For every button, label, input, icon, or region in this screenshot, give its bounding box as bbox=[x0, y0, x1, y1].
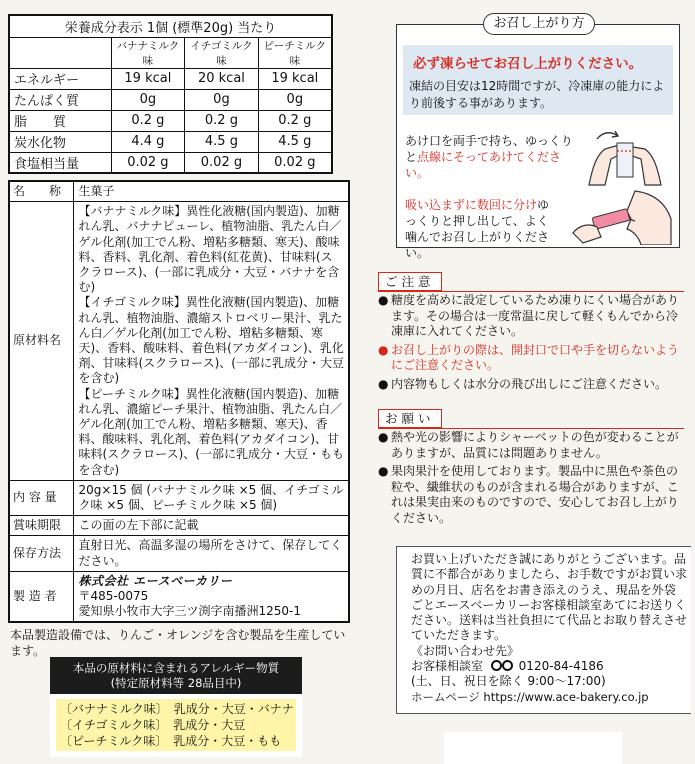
allergy-row bbox=[60, 701, 292, 717]
nutrition-value: 0.2 g bbox=[185, 110, 258, 131]
nutrition-col-peach: ピーチミルク味 bbox=[258, 37, 332, 68]
contact-line bbox=[411, 659, 687, 674]
step-open-red: 点線にそってあけてください。 bbox=[405, 150, 562, 180]
freeze-note: 凍結の目安は12時間ですが、冷凍庫の能力により前後する事があります。 bbox=[409, 79, 665, 110]
nutrition-value: 19 kcal bbox=[111, 68, 185, 89]
info-value: 生菓子 bbox=[73, 181, 349, 202]
contact-heading: 《お問い合わせ先》 bbox=[411, 643, 520, 658]
info-row-maker bbox=[9, 571, 349, 622]
facility-note: 本品製造設備では、りんご・オレンジを含む製品を生産しています。 bbox=[10, 628, 346, 659]
request-list bbox=[378, 430, 688, 526]
allergy-row bbox=[60, 717, 292, 733]
print-area bbox=[444, 732, 622, 764]
nutrition-col-banana: バナナミルク味 bbox=[111, 37, 185, 68]
step-open bbox=[405, 133, 575, 181]
info-value: この面の左下部に記載 bbox=[73, 516, 349, 536]
caution-item-text: 糖度を高めに設定しているため凍りにくい場合があります。その場合は一度常温に戻して軽くもんでから冷凍庫に入れてください。 bbox=[391, 293, 680, 338]
freeze-warning: 必ず凍らせてお召し上がりください。 bbox=[413, 56, 643, 72]
info-row-ingredients bbox=[9, 202, 349, 481]
info-value bbox=[73, 202, 349, 481]
nutrition-value: 19 kcal bbox=[258, 68, 332, 89]
contact-box bbox=[396, 546, 691, 714]
caution-item bbox=[378, 343, 688, 374]
request-item bbox=[378, 430, 688, 461]
info-row-expiry bbox=[9, 516, 349, 536]
allergy-header bbox=[50, 657, 302, 694]
maker-company: 株式会社 エースベーカリー bbox=[78, 573, 233, 588]
nutrition-value: 0g bbox=[111, 89, 185, 110]
nutrition-value: 4.5 g bbox=[258, 131, 332, 152]
info-key: 保存方法 bbox=[9, 536, 73, 571]
allergy-box bbox=[50, 657, 302, 757]
nutrition-value: 0g bbox=[185, 89, 258, 110]
info-value: 直射日光、高温多湿の場所をさけて、保存してください。 bbox=[73, 536, 349, 571]
product-info-table bbox=[8, 180, 350, 623]
nutrition-value: 0.02 g bbox=[185, 152, 258, 173]
nutrition-value: 0.2 g bbox=[111, 110, 185, 131]
nutrition-label: 炭水化物 bbox=[9, 131, 111, 152]
nutrition-label: 脂 質 bbox=[9, 110, 111, 131]
eating-face-icon bbox=[567, 189, 675, 245]
how-to-eat-title: お召し上がり方 bbox=[483, 13, 595, 35]
info-key: 内 容 量 bbox=[9, 480, 73, 515]
request-heading bbox=[378, 409, 684, 429]
maker-address: 愛知県小牧市大字三ツ渕字南播洲1250-1 bbox=[78, 604, 302, 619]
info-key: 名 称 bbox=[9, 181, 73, 202]
request-title: お願い bbox=[378, 409, 442, 428]
allergy-items: 乳成分・大豆 bbox=[173, 718, 246, 732]
nutrition-value: 0.02 g bbox=[258, 152, 332, 173]
thanks-message: お買い上げいただき誠にありがとうございます。品質に不都合がありましたら、お手数ですがお買い求めの月日、店名をお書き添えのうえ、現品を外袋ごとエースベーカリーお客様相談室あてにお送りください。送料は当社負担にて代品とお取り替えさせていただきます。 bbox=[411, 552, 688, 643]
product-info bbox=[8, 180, 350, 659]
allergy-flavor: 〔イチゴミルク味〕 bbox=[60, 718, 168, 732]
ingredients-strawberry: 【イチゴミルク味】異性化液糖(国内製造)、加糖れん乳、植物油脂、濃縮ストロベリー果汁、乳たん白／ゲル化剤(加工でん粉、増粘多糖類、寒天)、香料、酸味料、着色料(アカダイコン)、乳化剤、甘味料(スクラロース)、(一部に乳成分・大豆を含む) bbox=[78, 295, 344, 386]
step-open-text: あけ口を両手で持ち、ゆっくりと bbox=[405, 134, 573, 164]
nutrition-value: 0.02 g bbox=[111, 152, 185, 173]
allergy-header-line2: (特定原材料等 28品目中) bbox=[110, 676, 242, 690]
nutrition-row-protein bbox=[9, 89, 332, 110]
bullet-icon: ● bbox=[378, 430, 389, 444]
nutrition-value: 0g bbox=[258, 89, 332, 110]
step-eat-red: 吸い込まずに数回に分け bbox=[405, 198, 538, 212]
bullet-icon: ● bbox=[378, 342, 389, 357]
info-row-name bbox=[9, 181, 349, 202]
bullet-icon: ● bbox=[378, 293, 389, 307]
nutrition-table bbox=[8, 14, 333, 174]
info-value: 20g×15 個 (バナナミルク味 ×5 個、イチゴミルク味 ×5 個、ピーチミルク味 ×5 個) bbox=[73, 480, 349, 515]
how-to-eat bbox=[396, 16, 680, 260]
nutrition-value: 20 kcal bbox=[185, 68, 258, 89]
ingredients-banana: 【バナナミルク味】異性化液糖(国内製造)、加糖れん乳、バナナピューレ、植物油脂、乳たん白／ゲル化剤(加工でん粉、増粘多糖類、寒天)、酸味料、香料、乳化剤、着色料(紅花黄)、甘味料(スクラロース)、(一部に乳成分・大豆・バナナを含む) bbox=[78, 204, 342, 295]
nutrition-row-carbs bbox=[9, 131, 332, 152]
allergy-list bbox=[56, 699, 296, 751]
caution-heading bbox=[378, 272, 684, 292]
contact-desk: お客様相談室 bbox=[411, 659, 484, 674]
nutrition-label: エネルギー bbox=[9, 68, 111, 89]
step-eat bbox=[405, 197, 560, 261]
request-item-text: 果肉果汁を使用しております。製品中に黒色や茶色の粒や、繊維状のものが含まれる場合がありますが、これは果実由来のものですので、安心してお召し上がりください。 bbox=[391, 464, 679, 525]
info-row-contents bbox=[9, 480, 349, 515]
caution-item bbox=[378, 377, 688, 393]
hands-opening-icon bbox=[575, 125, 675, 191]
nutrition-value: 4.5 g bbox=[185, 131, 258, 152]
info-key: 賞味期限 bbox=[9, 516, 73, 536]
allergy-items: 乳成分・大豆・バナナ bbox=[173, 702, 294, 716]
nutrition-row-energy bbox=[9, 68, 332, 89]
step-eat-text: ゆっくりと押し出して、よく噛んでお召し上がりください。 bbox=[405, 198, 550, 260]
allergy-row bbox=[60, 733, 292, 749]
caution-list bbox=[378, 293, 688, 392]
bullet-icon: ● bbox=[378, 376, 389, 391]
caution-item-text: お召し上がりの際は、開封口で口や手を切らないようにご注意ください。 bbox=[391, 342, 680, 372]
request-section bbox=[378, 409, 688, 529]
nutrition-corner bbox=[9, 37, 111, 68]
allergy-flavor: 〔ピーチミルク味〕 bbox=[60, 734, 168, 748]
nutrition-facts bbox=[8, 14, 333, 197]
info-key: 原材料名 bbox=[9, 202, 73, 481]
ingredients-peach: 【ピーチミルク味】異性化液糖(国内製造)、加糖れん乳、濃縮ピーチ果汁、植物油脂、乳たん白／ゲル化剤(加工でん粉、増粘多糖類、寒天)、香料、酸味料、乳化剤、着色料(アカダイコン)、甘味料(スクラロース)、(一部に乳成分・大豆・ももを含む) bbox=[78, 386, 344, 477]
nutrition-label: たんぱく質 bbox=[9, 89, 111, 110]
nutrition-row-salt bbox=[9, 152, 332, 173]
nutrition-col-strawberry: イチゴミルク味 bbox=[185, 37, 258, 68]
info-value bbox=[73, 571, 349, 622]
request-item-text: 熱や光の影響によりシャーベットの色が変わることがありますが、品質には問題ありません。 bbox=[391, 430, 679, 460]
bullet-icon: ● bbox=[378, 464, 389, 478]
maker-postal: 〒485-0075 bbox=[78, 589, 149, 604]
nutrition-title: 栄養成分表示 1個 (標準20g) 当たり bbox=[9, 15, 332, 37]
free-dial-icon bbox=[491, 660, 513, 671]
freeze-notice bbox=[403, 45, 673, 115]
nutrition-value: 0.2 g bbox=[258, 110, 332, 131]
allergy-items: 乳成分・大豆・もも bbox=[173, 734, 282, 748]
homepage-link[interactable]: ホームページ https://www.ace-bakery.co.jp bbox=[411, 689, 649, 704]
nutrition-label: 食塩相当量 bbox=[9, 152, 111, 173]
allergy-flavor: 〔バナナミルク味〕 bbox=[60, 702, 168, 716]
caution-item-text: 内容物もしくは水分の飛び出しにご注意ください。 bbox=[391, 376, 668, 391]
contact-hours: (土、日、祝日を除く 9:00～17:00) bbox=[411, 674, 606, 689]
contact-phone: 0120-84-4186 bbox=[518, 659, 604, 674]
nutrition-row-fat bbox=[9, 110, 332, 131]
info-row-storage bbox=[9, 536, 349, 571]
caution-title: ご注意 bbox=[378, 272, 442, 291]
info-key: 製 造 者 bbox=[9, 571, 73, 622]
caution-section bbox=[378, 272, 688, 395]
caution-item bbox=[378, 293, 688, 340]
nutrition-value: 4.4 g bbox=[111, 131, 185, 152]
allergy-header-line1: 本品の原材料に含まれるアレルギー物質 bbox=[72, 661, 280, 675]
request-item bbox=[378, 464, 688, 526]
